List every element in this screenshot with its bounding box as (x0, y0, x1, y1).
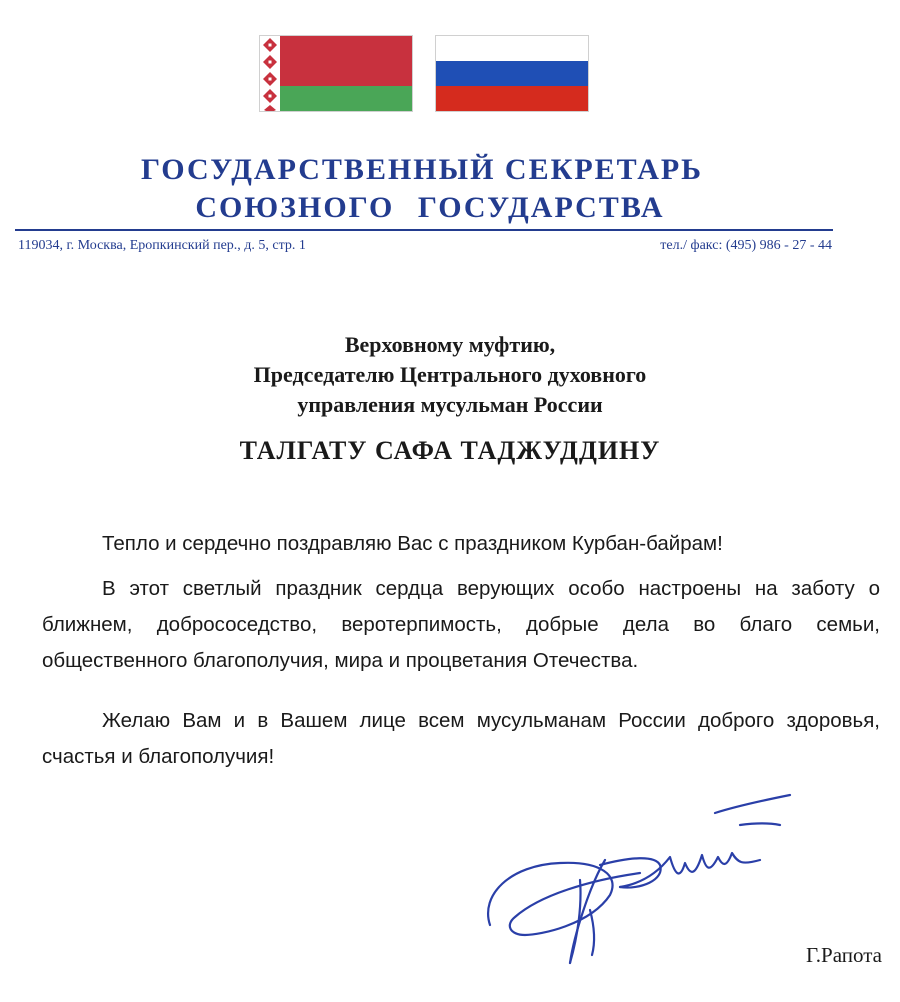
body-paragraph-main: В этот светлый праздник сердца верующих особо настроены на заботу о ближнем, добрососедство, веротерпимость, добрые дела во благо семьи, общественного благополучия, мира и процветания Отечества. (42, 577, 880, 672)
belarus-flag-ornament (260, 36, 280, 111)
signatory-name: Г.Рапота (806, 943, 882, 967)
belarus-flag-green-band (260, 86, 412, 112)
russia-flag-white-band (436, 36, 588, 61)
russia-flag (435, 35, 589, 112)
russia-flag-blue-band (436, 61, 588, 86)
recipient-title-line: Председателю Центрального духовного (253, 362, 647, 387)
belarus-flag (259, 35, 413, 112)
recipient-title-line: Верховному муфтию, (344, 332, 556, 357)
belarus-flag-red-band (260, 36, 412, 86)
body-paragraph-wishes: Желаю Вам и в Вашем лице всем мусульманам России доброго здоровья, счастья и благополучия! (42, 709, 880, 768)
letterhead-address: 119034, г. Москва, Еропкинский пер., д. 5, стр. 1 (18, 238, 306, 253)
letterhead-title-line2: СОЮЗНОГО ГОСУДАРСТВА (195, 191, 665, 224)
russia-flag-red-band (436, 86, 588, 111)
recipient-title-line: управления мусульман России (297, 392, 603, 417)
body-paragraph-greeting: Тепло и сердечно поздравляю Вас с праздником Курбан-байрам! (102, 532, 723, 555)
recipient-block (0, 330, 900, 420)
letterhead-divider (15, 229, 833, 231)
letterhead-phone: тел./ факс: (495) 986 - 27 - 44 (660, 238, 832, 253)
handwritten-signature (470, 785, 810, 975)
letterhead-title-line1: ГОСУДАРСТВЕННЫЙ СЕКРЕТАРЬ (140, 153, 704, 186)
recipient-name: ТАЛГАТУ САФА ТАДЖУДДИНУ (239, 436, 661, 465)
